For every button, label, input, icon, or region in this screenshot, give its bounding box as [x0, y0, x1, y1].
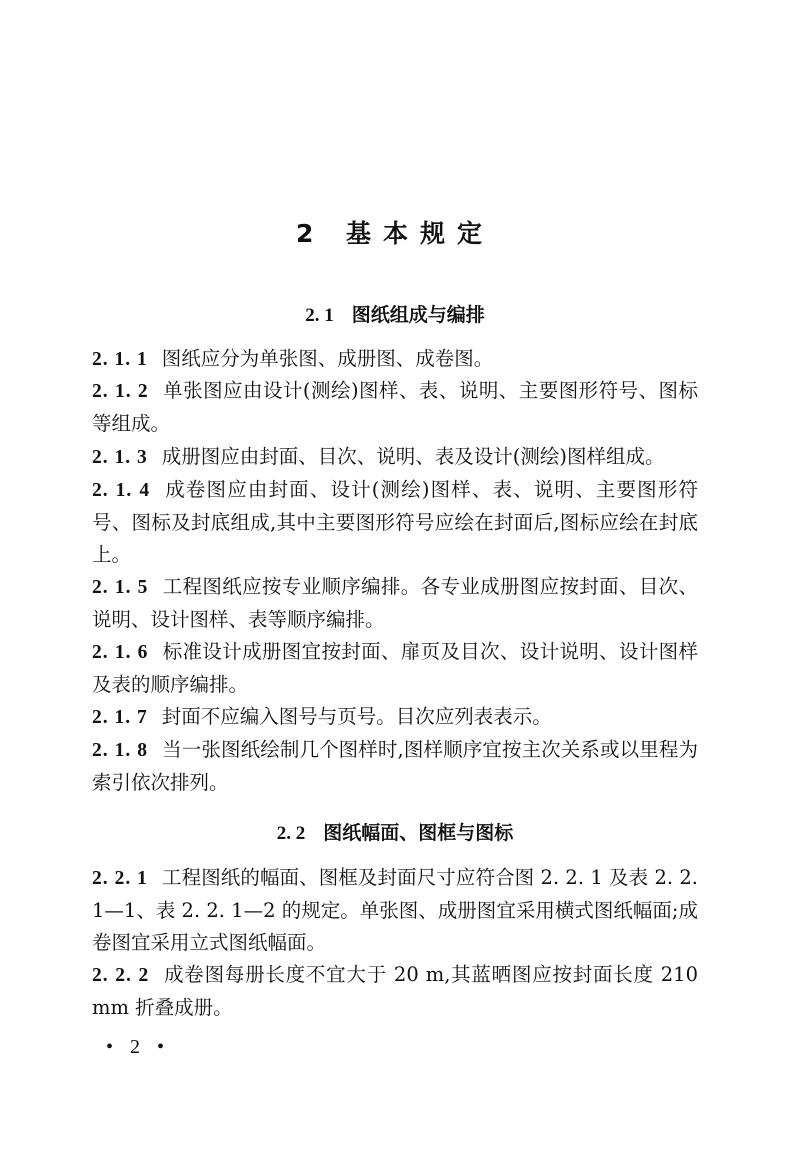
clause-2-1-6	[92, 636, 698, 701]
clause-number: 2. 1. 4	[92, 480, 151, 501]
clause-number: 2. 1. 1	[92, 349, 148, 370]
section-heading-2-1	[92, 300, 698, 327]
clause-number: 2. 1. 3	[92, 447, 148, 468]
clause-2-1-5	[92, 571, 698, 636]
section-number: 2. 1	[305, 305, 334, 326]
section-heading-2-2	[92, 818, 698, 845]
clause-text: 标准设计成册图宜按封面、扉页及目次、设计说明、设计图样及表的顺序编排。	[92, 640, 698, 696]
section-number: 2. 2	[276, 823, 306, 844]
clause-2-1-7	[92, 701, 698, 734]
section-title: 图纸组成与编排	[351, 304, 485, 326]
clause-number: 2. 1. 7	[92, 707, 148, 728]
clause-text: 封面不应编入图号与页号。目次应列表表示。	[161, 705, 552, 728]
clause-2-1-2	[92, 375, 698, 440]
clause-number: 2. 1. 6	[92, 642, 149, 663]
page-number: • 2 •	[106, 1036, 171, 1058]
clause-number: 2. 1. 2	[92, 381, 149, 402]
clause-number: 2. 1. 8	[92, 740, 148, 761]
clause-text: 成卷图每册长度不宜大于 20 m,其蓝晒图应按封面长度 210 mm 折叠成册。	[92, 963, 698, 1019]
clause-2-1-3	[92, 441, 698, 474]
section-title: 图纸幅面、图框与图标	[323, 822, 514, 844]
clause-number: 2. 1. 5	[92, 577, 149, 598]
clause-text: 工程图纸应按专业顺序编排。各专业成册图应按封面、目次、说明、设计图样、表等顺序编排。	[92, 575, 698, 631]
clause-2-2-2	[92, 959, 698, 1024]
clause-text: 图纸应分为单张图、成册图、成卷图。	[161, 347, 494, 370]
clause-number: 2. 2. 2	[92, 965, 150, 986]
clause-number: 2. 2. 1	[92, 868, 148, 889]
clause-text: 单张图应由设计(测绘)图样、表、说明、主要图形符号、图标等组成。	[92, 379, 698, 435]
chapter-heading: 2 基本规定	[295, 219, 495, 248]
clause-2-1-4	[92, 474, 698, 571]
clause-2-1-8	[92, 734, 698, 799]
clause-2-2-1	[92, 862, 698, 959]
clause-2-1-1	[92, 343, 698, 376]
clause-text: 成卷图应由封面、设计(测绘)图样、表、说明、主要图形符号、图标及封底组成,其中主要图形符号应绘在封面后,图标应绘在封底上。	[92, 478, 698, 566]
clause-text: 工程图纸的幅面、图框及封面尺寸应符合图 2. 2. 1 及表 2. 2. 1—1、表 2. 2. 1—2 的规定。单张图、成册图宜采用横式图纸幅面;成卷图宜采用立式图纸幅面。	[92, 866, 698, 954]
clause-text: 当一张图纸绘制几个图样时,图样顺序宜按主次关系或以里程为索引依次排列。	[92, 738, 699, 794]
clause-text: 成册图应由封面、目次、说明、表及设计(测绘)图样组成。	[161, 445, 665, 468]
